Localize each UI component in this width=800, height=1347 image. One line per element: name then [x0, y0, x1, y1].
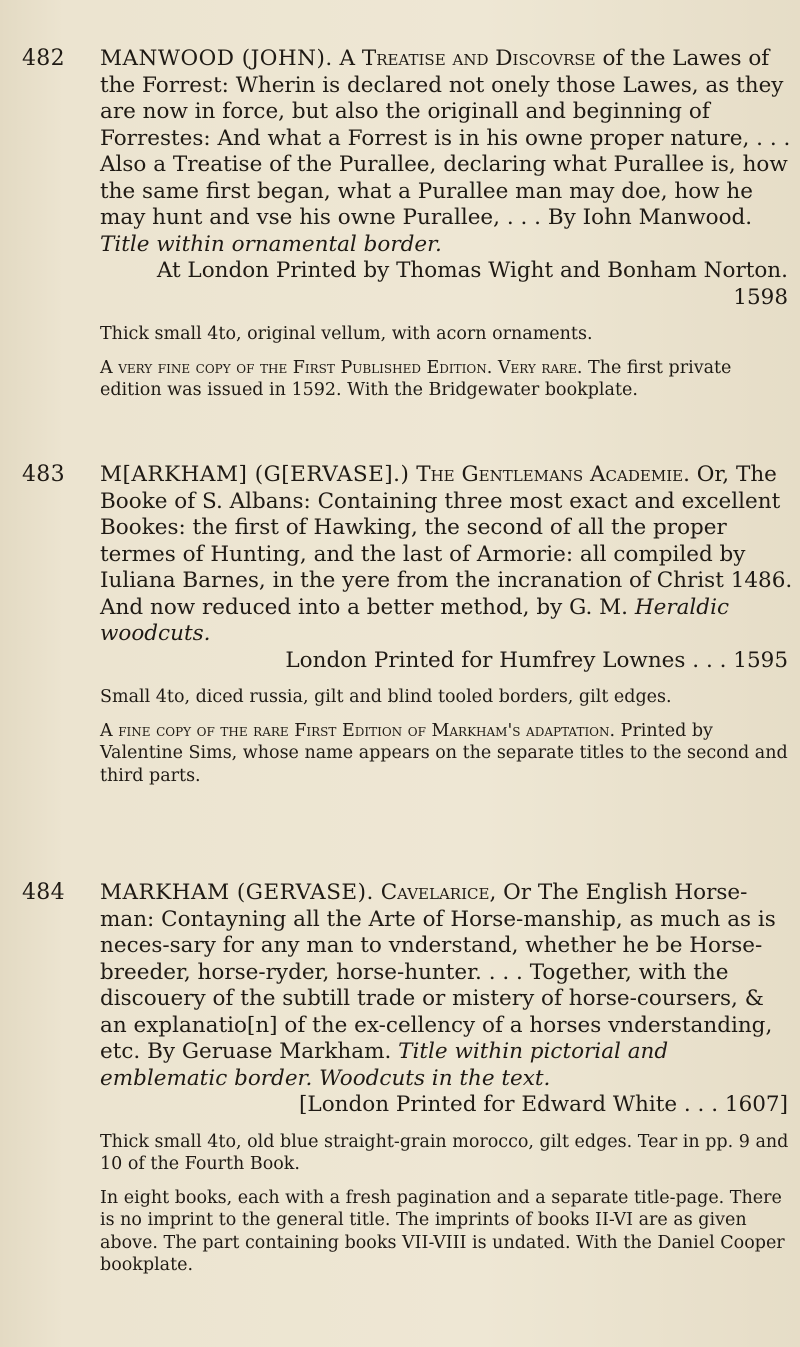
title-note: Heraldic woodcuts. [100, 594, 729, 646]
physical-description: Thick small 4to, original vellum, with acorn ornaments. [100, 324, 593, 344]
title-text: Or, The Booke of S. Albans: Containing three most exact and excellent Bookes: the first of Hawking, the second of all the proper termes of Hunting, and the last of Armorie: all compiled by Iuliana Barnes, in the yere from the incranation of Christ 1486. And now reduced into a better method, by G. M. [100, 462, 793, 620]
entry-heading [100, 46, 794, 311]
entry-notes [100, 686, 794, 787]
copy-note-text: In eight books, each with a fresh pagination and a separate title-page. There is no imprint to the general title. The imprints of books II-VI are as given above. The part containing books VII-VIII is undated. With the Daniel Cooper bookplate. [100, 1187, 785, 1275]
entry-notes [100, 323, 794, 402]
copy-note [100, 1187, 794, 1277]
entry-notes [100, 1131, 794, 1277]
author-name: M[ARKHAM] (G[ERVASE].) [100, 462, 410, 487]
title-note: Title within ornamental border. [100, 231, 442, 257]
title-text: of the Lawes of the Forrest: Wherin is declared not onely those Lawes, as they are now in force, but also the originall and beginning of Forrestes: And what a Forrest is in his owne proper nature, . . . Also a Treatise of the Purallee, declaring what Purallee is, how the same first began, what a Purallee man may doe, how he may hunt and vse his owne Purallee, . . . By Iohn Manwood. [100, 46, 791, 230]
physical-description: Small 4to, diced russia, gilt and blind tooled borders, gilt edges. [100, 687, 672, 707]
title-lead: The Gentlemans Academie. [416, 462, 690, 487]
catalogue-entry [22, 46, 794, 413]
author-name: MANWOOD (JOHN). [100, 46, 333, 71]
title-note: Title within pictorial and emblematic border. Woodcuts in the text. [100, 1039, 669, 1091]
author-name: MARKHAM (GERVASE). [100, 880, 374, 905]
catalogue-entry [22, 880, 794, 1288]
lot-number: 482 [22, 46, 65, 71]
lot-number: 484 [22, 880, 65, 905]
imprint: At London Printed by Thomas Wight and Bonham Norton. 1598 [156, 258, 788, 310]
catalogue-entry [22, 462, 794, 798]
copy-note [100, 357, 794, 402]
entry-heading [100, 880, 794, 1119]
copy-note-text: The first private edition was issued in 1592. With the Bridgewater bookplate. [100, 357, 732, 400]
title-text: Or The English Horse-man: Contayning all the Arte of Horse-manship, as much as is neces-sary for any man to vnderstand, whether he be Horse-breeder, horse-ryder, horse-hunter. . . . Together, with the discouery of the subtill trade or mistery of horse-coursers, & an explanatio[n] of the ex-cellency of a horses vnderstanding, etc. By Geruase Markham. [100, 880, 776, 1064]
imprint: London Printed for Humfrey Lownes . . . 1595 [285, 647, 788, 673]
title-lead: Cavelarice, [380, 880, 497, 905]
imprint: [London Printed for Edward White . . . 1607] [299, 1092, 788, 1117]
physical-description: Thick small 4to, old blue straight-grain morocco, gilt edges. Tear in pp. 9 and 10 of the Fourth Book. [100, 1131, 789, 1174]
entry-heading [100, 462, 794, 674]
title-lead: A Treatise and Discovrse [339, 46, 596, 71]
copy-note-caps: A fine copy of the rare First Edition of Markham's adaptation. [100, 720, 616, 741]
copy-note-text: Printed by Valentine Sims, whose name appears on the separate titles to the second and third parts. [100, 720, 788, 786]
copy-note [100, 720, 794, 788]
lot-number: 483 [22, 462, 65, 487]
copy-note-caps: A very fine copy of the First Published Edition. Very rare. [100, 357, 583, 378]
